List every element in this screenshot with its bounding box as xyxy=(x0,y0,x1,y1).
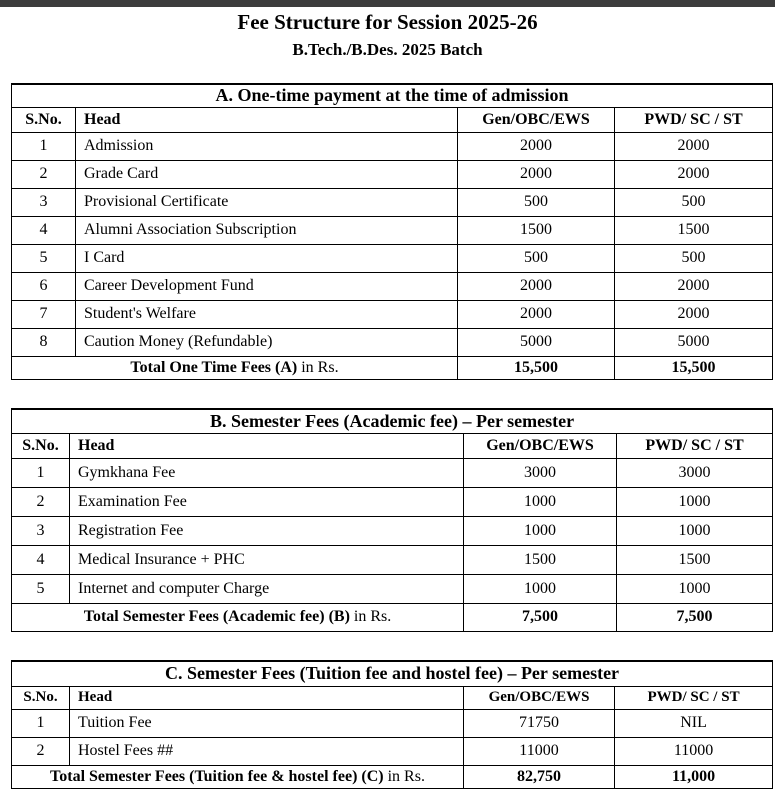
cell-head: Provisional Certificate xyxy=(76,188,458,216)
cell-sno: 5 xyxy=(12,244,76,272)
table-row xyxy=(12,132,773,160)
cell-sno: 3 xyxy=(12,516,70,545)
cell-gen: 2000 xyxy=(458,300,615,328)
column-header-sno: S.No. xyxy=(12,433,70,458)
total-suffix: in Rs. xyxy=(297,358,339,376)
cell-sno: 2 xyxy=(12,487,70,516)
cell-pwd: 1000 xyxy=(617,574,773,603)
cell-head: Career Development Fund xyxy=(76,272,458,300)
cell-pwd: NIL xyxy=(615,709,773,737)
total-gen: 82,750 xyxy=(464,765,615,788)
cell-pwd: 500 xyxy=(615,188,773,216)
total-pwd: 7,500 xyxy=(617,603,773,631)
viewer-top-bar xyxy=(0,0,775,7)
cell-sno: 2 xyxy=(12,160,76,188)
cell-gen: 500 xyxy=(458,188,615,216)
cell-pwd: 2000 xyxy=(615,132,773,160)
column-header-pwd: PWD/ SC / ST xyxy=(615,686,773,709)
table-row xyxy=(12,545,773,574)
cell-head: Alumni Association Subscription xyxy=(76,216,458,244)
cell-sno: 3 xyxy=(12,188,76,216)
cell-head: Medical Insurance + PHC xyxy=(70,545,464,574)
cell-gen: 2000 xyxy=(458,132,615,160)
table-tuition-hostel-fees xyxy=(11,660,773,789)
cell-gen: 2000 xyxy=(458,160,615,188)
cell-head: Admission xyxy=(76,132,458,160)
column-header-pwd: PWD/ SC / ST xyxy=(617,433,773,458)
cell-gen: 2000 xyxy=(458,272,615,300)
page-title: Fee Structure for Session 2025-26 xyxy=(237,10,538,34)
cell-pwd: 3000 xyxy=(617,458,773,487)
cell-head: Student's Welfare xyxy=(76,300,458,328)
table-one-time-fees xyxy=(11,83,773,380)
table-row xyxy=(12,516,773,545)
cell-pwd: 1000 xyxy=(617,487,773,516)
table-row xyxy=(12,737,773,765)
total-gen: 7,500 xyxy=(464,603,617,631)
cell-pwd: 1000 xyxy=(617,516,773,545)
table-row xyxy=(12,188,773,216)
cell-sno: 2 xyxy=(12,737,70,765)
cell-pwd: 2000 xyxy=(615,272,773,300)
cell-gen: 1000 xyxy=(464,487,617,516)
table-row xyxy=(12,709,773,737)
column-header-sno: S.No. xyxy=(12,686,70,709)
cell-head: Internet and computer Charge xyxy=(70,574,464,603)
table-caption: C. Semester Fees (Tuition fee and hostel fee) – Per semester xyxy=(12,661,773,686)
table-row xyxy=(12,160,773,188)
cell-gen: 5000 xyxy=(458,328,615,356)
cell-sno: 8 xyxy=(12,328,76,356)
column-header-head: Head xyxy=(70,433,464,458)
cell-pwd: 2000 xyxy=(615,160,773,188)
cell-gen: 1000 xyxy=(464,574,617,603)
cell-pwd: 500 xyxy=(615,244,773,272)
table-row xyxy=(12,244,773,272)
cell-sno: 5 xyxy=(12,574,70,603)
cell-sno: 4 xyxy=(12,216,76,244)
table-caption: A. One-time payment at the time of admission xyxy=(12,84,773,107)
table-row xyxy=(12,574,773,603)
cell-gen: 11000 xyxy=(464,737,615,765)
cell-gen: 71750 xyxy=(464,709,615,737)
column-header-gen: Gen/OBC/EWS xyxy=(464,433,617,458)
cell-head: Examination Fee xyxy=(70,487,464,516)
table-row xyxy=(12,216,773,244)
cell-pwd: 5000 xyxy=(615,328,773,356)
cell-sno: 1 xyxy=(12,132,76,160)
cell-gen: 1500 xyxy=(458,216,615,244)
column-header-head: Head xyxy=(70,686,464,709)
table-academic-fees xyxy=(11,408,773,632)
total-row xyxy=(12,603,773,631)
total-label: Total One Time Fees (A) xyxy=(130,358,298,376)
total-row xyxy=(12,356,773,379)
table-row xyxy=(12,487,773,516)
total-pwd: 11,000 xyxy=(615,765,773,788)
cell-sno: 7 xyxy=(12,300,76,328)
cell-head: Grade Card xyxy=(76,160,458,188)
page-subtitle: B.Tech./B.Des. 2025 Batch xyxy=(292,40,483,59)
total-suffix: in Rs. xyxy=(383,767,425,785)
cell-sno: 1 xyxy=(12,458,70,487)
cell-pwd: 1500 xyxy=(615,216,773,244)
cell-pwd: 2000 xyxy=(615,300,773,328)
table-row xyxy=(12,458,773,487)
cell-pwd: 11000 xyxy=(615,737,773,765)
table-row xyxy=(12,300,773,328)
total-label: Total Semester Fees (Tuition fee & hostel fee) (C) xyxy=(50,767,384,785)
column-header-pwd: PWD/ SC / ST xyxy=(615,107,773,132)
cell-gen: 500 xyxy=(458,244,615,272)
cell-sno: 6 xyxy=(12,272,76,300)
cell-sno: 1 xyxy=(12,709,70,737)
cell-gen: 3000 xyxy=(464,458,617,487)
column-header-gen: Gen/OBC/EWS xyxy=(464,686,615,709)
table-row xyxy=(12,328,773,356)
total-gen: 15,500 xyxy=(458,356,615,379)
total-suffix: in Rs. xyxy=(349,608,392,625)
cell-head: Caution Money (Refundable) xyxy=(76,328,458,356)
column-header-sno: S.No. xyxy=(12,107,76,132)
column-header-gen: Gen/OBC/EWS xyxy=(458,107,615,132)
table-row xyxy=(12,272,773,300)
cell-gen: 1500 xyxy=(464,545,617,574)
total-pwd: 15,500 xyxy=(615,356,773,379)
column-header-head: Head xyxy=(76,107,458,132)
cell-head: Gymkhana Fee xyxy=(70,458,464,487)
cell-head: Tuition Fee xyxy=(70,709,464,737)
cell-gen: 1000 xyxy=(464,516,617,545)
cell-pwd: 1500 xyxy=(617,545,773,574)
total-label: Total Semester Fees (Academic fee) (B) xyxy=(83,608,350,625)
cell-head: I Card xyxy=(76,244,458,272)
cell-head: Registration Fee xyxy=(70,516,464,545)
total-row xyxy=(12,765,773,788)
cell-sno: 4 xyxy=(12,545,70,574)
table-caption: B. Semester Fees (Academic fee) – Per semester xyxy=(12,409,773,433)
cell-head: Hostel Fees ## xyxy=(70,737,464,765)
